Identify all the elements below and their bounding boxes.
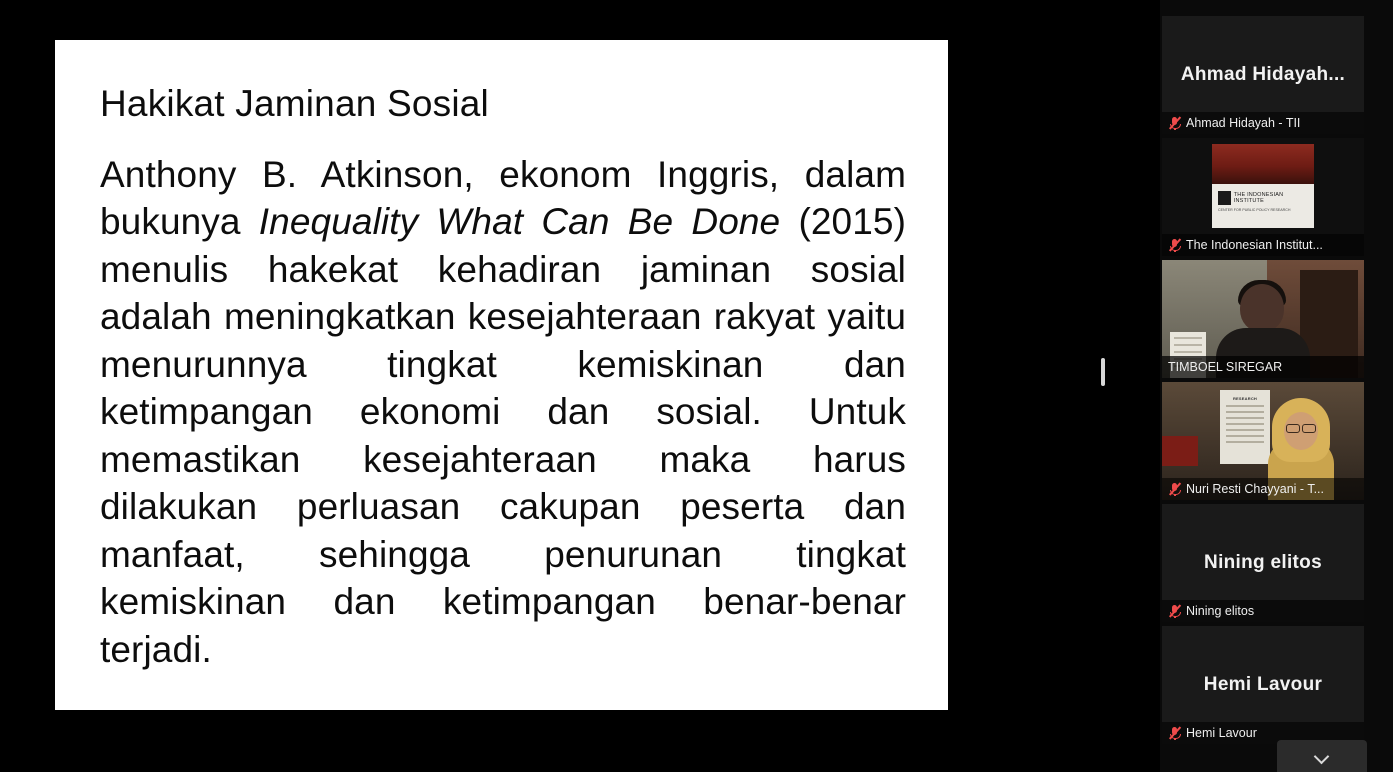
show-more-participants-button[interactable]	[1277, 740, 1367, 772]
participant-name: Hemi Lavour	[1186, 726, 1257, 740]
mic-muted-icon	[1168, 238, 1181, 252]
participant-initials: Hemi Lavour	[1203, 674, 1323, 695]
participant-tile[interactable]	[1162, 504, 1364, 622]
participant-video: THE INDONESIAN INSTITUTE CENTER FOR PUBLIC POLICY RESEARCH	[1162, 138, 1364, 256]
participant-name: TIMBOEL SIREGAR	[1168, 360, 1283, 374]
participant-tile-footer	[1162, 112, 1364, 134]
participant-tile-footer	[1162, 356, 1364, 378]
slide-book-title: Inequality What Can Be Done	[258, 201, 781, 243]
participant-tile[interactable]	[1162, 382, 1364, 500]
participant-tile-footer	[1162, 234, 1364, 256]
participant-tile-footer	[1162, 478, 1364, 500]
slide-body-text	[100, 151, 906, 674]
participant-tile[interactable]	[1162, 16, 1364, 134]
stage-divider-handle[interactable]	[1101, 358, 1105, 386]
participant-name: The Indonesian Institut...	[1186, 238, 1323, 252]
mic-muted-icon	[1168, 482, 1181, 496]
participant-name: Nuri Resti Chayyani - T...	[1186, 482, 1325, 496]
mic-muted-icon	[1168, 604, 1181, 618]
slide-text-part-1: Anthony B. Atkinson, ekonom Inggris, dalam bukunya	[100, 153, 906, 243]
participant-tile[interactable]	[1162, 138, 1364, 256]
participant-initials: Nining elitos	[1204, 552, 1322, 573]
participant-initials: Ahmad Hidayah...	[1180, 64, 1346, 85]
participant-tile[interactable]	[1162, 626, 1364, 744]
mic-muted-icon	[1168, 116, 1181, 130]
participant-video: RESEARCH	[1162, 382, 1364, 500]
participant-tile-footer	[1162, 600, 1364, 622]
slide-title: Hakikat Jaminan Sosial	[100, 83, 489, 124]
participant-tile-active-speaker[interactable]	[1162, 260, 1364, 378]
participant-name: Nining elitos	[1186, 604, 1255, 618]
mic-muted-icon	[1168, 726, 1181, 740]
chevron-down-icon	[1314, 748, 1330, 764]
participant-name: Ahmad Hidayah - TII	[1186, 116, 1301, 130]
presentation-slide	[55, 40, 948, 710]
slide-text-part-2: (2015) menulis hakekat kehadiran jaminan sosial adalah meningkatkan kesejahteraan rakyat yaitu menurunnya tingkat kemiskinan dan ketimpangan ekonomi dan sosial. Untuk memastikan kesejahteraan maka harus dilakukan perluasan cakupan peserta dan manfaat, sehingga penurunan tingkat kemiskinan dan ketimpangan benar-benar terjadi.	[100, 201, 907, 670]
participant-filmstrip[interactable]	[1160, 0, 1393, 772]
